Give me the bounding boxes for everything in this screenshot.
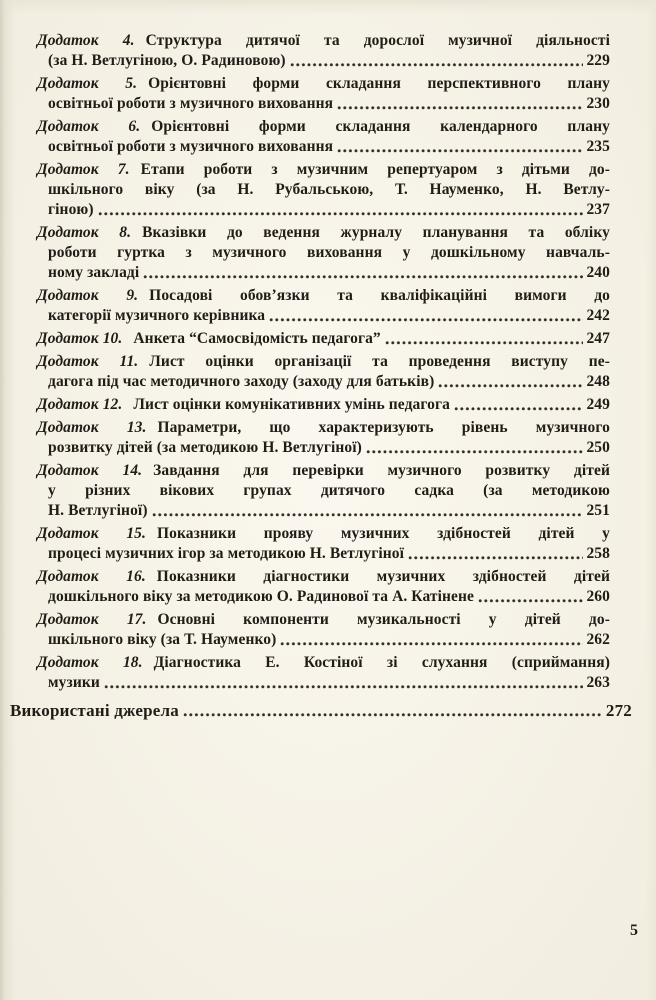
toc-entry-line xyxy=(37,51,610,71)
entry-text: Вказівки до ведення журналу планування та обліку xyxy=(142,224,610,241)
toc-entry-line xyxy=(37,306,610,326)
dot-leader xyxy=(385,339,584,346)
dot-leader xyxy=(143,273,583,280)
toc-entry xyxy=(37,461,610,521)
toc-entry xyxy=(37,31,610,71)
appendix-label: Додаток 4. xyxy=(37,32,135,49)
toc-entry-line xyxy=(37,418,610,438)
toc-entry-line xyxy=(37,329,610,349)
dot-leader xyxy=(152,511,584,518)
toc-entry xyxy=(37,74,610,114)
toc-entry xyxy=(37,352,610,392)
toc-entry-line xyxy=(37,587,610,607)
entry-text: шкільного віку (за Т. Науменко) xyxy=(48,631,277,648)
entry-text: у різних вікових групах дитячого садка (за методикою xyxy=(48,482,610,499)
entry-page-number: 240 xyxy=(586,264,610,281)
dot-leader xyxy=(337,104,583,111)
dot-leader xyxy=(454,405,583,412)
entry-text: Показники прояву музичних здібностей дітей у xyxy=(157,525,610,542)
entry-page-number: 251 xyxy=(586,502,610,519)
toc-entry-line xyxy=(37,395,610,415)
toc-entry xyxy=(37,117,610,157)
appendix-label: Додаток 8. xyxy=(37,224,132,241)
entry-page-number: 258 xyxy=(586,545,610,562)
toc-entry-line xyxy=(37,524,610,544)
toc-entry-line xyxy=(37,461,610,481)
toc-entry-line xyxy=(37,160,610,180)
dot-leader xyxy=(408,554,583,561)
entry-page-number: 242 xyxy=(586,307,610,324)
entry-text: шкільного віку (за Н. Рубальською, Т. Науменко, Н. Ветлу- xyxy=(48,181,610,198)
entry-text: освітньої роботи з музичного виховання xyxy=(48,95,334,112)
toc-entry-line xyxy=(37,223,610,243)
toc-entry-line xyxy=(37,673,610,693)
toc-entry-line xyxy=(37,94,610,114)
toc-entry xyxy=(37,653,610,693)
entry-page-number: 235 xyxy=(586,138,610,155)
toc-entry-line xyxy=(37,117,610,137)
toc-entry xyxy=(37,395,610,415)
toc-entry-line xyxy=(37,501,610,521)
toc-entry xyxy=(37,160,610,220)
toc-sources-entry xyxy=(10,699,632,723)
dot-leader xyxy=(280,640,583,647)
entry-text: Діагностика Е. Костіної зі слухання (сприймання) xyxy=(153,654,610,671)
toc-entry-line xyxy=(37,481,610,501)
appendix-label: Додаток 13. xyxy=(37,419,147,436)
toc-entry-line xyxy=(37,544,610,564)
entry-text: гіною) xyxy=(48,201,94,218)
entry-page-number: 230 xyxy=(586,95,610,112)
entry-text: Посадові обов’язки та кваліфікаційні вимоги до xyxy=(149,287,610,304)
toc-entry-line xyxy=(37,243,610,263)
appendix-label: Додаток 16. xyxy=(37,568,146,585)
dot-leader xyxy=(269,316,583,323)
entry-text: роботи гуртка з музичного виховання у дошкільному навчаль- xyxy=(48,244,610,261)
toc-entry-line xyxy=(37,630,610,650)
dot-leader xyxy=(183,711,603,719)
entry-text: (за Н. Ветлугіною, О. Радиновою) xyxy=(48,52,286,69)
entry-page-number: 262 xyxy=(586,631,610,648)
entry-page-number: 247 xyxy=(586,330,610,347)
appendix-label: Додаток 15. xyxy=(37,525,146,542)
toc-entry-line xyxy=(37,372,610,392)
entry-text: процесі музичних ігор за методикою Н. Ветлугіної xyxy=(48,545,405,562)
entry-page-number: 250 xyxy=(586,439,610,456)
appendix-label: Додаток 11. xyxy=(37,353,139,370)
entry-text: Лист оцінки комунікативних умінь педагога xyxy=(133,396,450,413)
entry-text: Завдання для перевірки музичного розвитку дітей xyxy=(153,462,610,479)
entry-text: Етапи роботи з музичним репертуаром з дітьми до- xyxy=(140,161,611,178)
toc-entry-line xyxy=(37,438,610,458)
toc-entry-line xyxy=(37,137,610,157)
dot-leader xyxy=(98,210,584,217)
entry-text: ному закладі xyxy=(48,264,140,281)
entry-text: освітньої роботи з музичного виховання xyxy=(48,138,334,155)
entry-text: Анкета “Самосвідомість педагога” xyxy=(133,330,381,347)
toc-appendix-list xyxy=(37,31,610,693)
entry-text: Показники діагностики музичних здібностей дітей xyxy=(156,568,610,585)
toc-entry-line xyxy=(37,180,610,200)
entry-text: Н. Ветлугіної) xyxy=(48,502,148,519)
appendix-label: Додаток 17. xyxy=(37,611,147,628)
toc-entry-line xyxy=(37,74,610,94)
entry-text: Орієнтовні форми складання календарного плану xyxy=(151,118,610,135)
toc-entry-line xyxy=(37,653,610,673)
appendix-label: Додаток 18. xyxy=(37,654,143,671)
toc-entry-line xyxy=(37,200,610,220)
entry-page-number: 249 xyxy=(586,396,610,413)
appendix-label: Додаток 10. xyxy=(37,330,123,347)
toc-entry xyxy=(37,223,610,283)
entry-text: категорії музичного керівника xyxy=(48,307,266,324)
entry-text: Лист оцінки організації та проведення виступу пе- xyxy=(149,353,610,370)
entry-text: Структура дитячої та дорослої музичної діяльності xyxy=(145,32,610,49)
toc-entry-line xyxy=(37,286,610,306)
appendix-label: Додаток 12. xyxy=(37,396,123,413)
entry-text: музики xyxy=(48,674,100,691)
toc-entry-line xyxy=(37,610,610,630)
toc-entry-line xyxy=(37,567,610,587)
entry-page-number: 260 xyxy=(586,588,610,605)
toc-entry xyxy=(37,418,610,458)
appendix-label: Додаток 6. xyxy=(37,118,141,135)
entry-text: розвитку дітей (за методикою Н. Ветлугіної) xyxy=(48,439,362,456)
sources-title: Використані джерела xyxy=(10,701,179,720)
toc-entry xyxy=(37,610,610,650)
toc-entry xyxy=(37,286,610,326)
entry-text: Параметри, що характеризують рівень музичного xyxy=(157,419,610,436)
toc-entry-line xyxy=(37,263,610,283)
dot-leader xyxy=(438,382,583,389)
toc-entry-line xyxy=(37,31,610,51)
dot-leader xyxy=(104,683,584,690)
toc-entry xyxy=(37,329,610,349)
dot-leader xyxy=(290,61,584,68)
entry-page-number: 263 xyxy=(586,674,610,691)
entry-text: Орієнтовні форми складання перспективного плану xyxy=(148,75,610,92)
entry-page-number: 237 xyxy=(586,201,610,218)
toc-entry-line xyxy=(37,352,610,372)
sources-page-number: 272 xyxy=(605,701,632,720)
entry-page-number: 248 xyxy=(586,373,610,390)
entry-text: Основні компоненти музикальності у дітей до- xyxy=(157,611,610,628)
entry-text: дошкільного віку за методикою О. Радинової та А. Катінене xyxy=(48,588,475,605)
appendix-label: Додаток 5. xyxy=(37,75,138,92)
toc-entry xyxy=(37,524,610,564)
appendix-label: Додаток 14. xyxy=(37,462,143,479)
dot-leader xyxy=(337,147,583,154)
entry-page-number: 229 xyxy=(586,52,610,69)
page-number: 5 xyxy=(630,922,638,939)
entry-text: дагога під час методичного заходу (заходу для батьків) xyxy=(48,373,435,390)
appendix-label: Додаток 7. xyxy=(37,161,130,178)
toc-entry xyxy=(37,567,610,607)
appendix-label: Додаток 9. xyxy=(37,287,139,304)
dot-leader xyxy=(366,448,584,455)
dot-leader xyxy=(478,597,583,604)
